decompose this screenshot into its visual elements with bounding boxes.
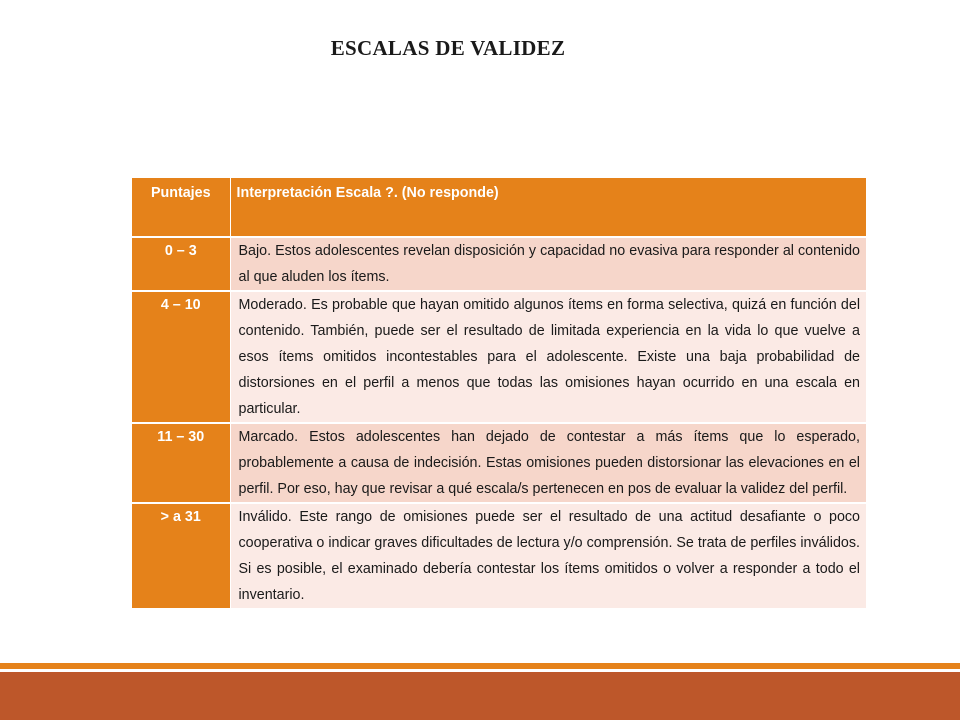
- table-row: [132, 503, 866, 608]
- score-range-cell: > a 31: [132, 503, 230, 608]
- interpretation-cell: Bajo. Estos adolescentes revelan disposición y capacidad no evasiva para responder al contenido al que aluden los ítems.: [230, 237, 866, 291]
- interpretation-cell: Moderado. Es probable que hayan omitido algunos ítems en forma selectiva, quizá en función del contenido. También, puede ser el resultado de limitada experiencia en la vida lo que vuelve a esos ítems omitidos incontestables para el adolescente. Existe una baja probabilidad de distorsiones en el perfil a menos que todas las omisiones hayan ocurrido en una escala en particular.: [230, 291, 866, 423]
- column-header-interpretation: Interpretación Escala ?. (No responde): [230, 178, 866, 237]
- interpretation-cell: Marcado. Estos adolescentes han dejado de contestar a más ítems que lo esperado, probablemente a causa de indecisión. Estas omisiones pueden distorsionar las elevaciones en el perfil. Por eso, hay que revisar a qué escala/s pertenecen en pos de evaluar la validez del perfil.: [230, 423, 866, 503]
- footer-band: [0, 672, 960, 720]
- column-header-score: Puntajes: [132, 178, 230, 237]
- interpretation-cell: Inválido. Este rango de omisiones puede ser el resultado de una actitud desafiante o poco cooperativa o indicar graves dificultades de lectura y/o comprensión. Se trata de perfiles inválidos. Si es posible, el examinado debería contestar los ítems omitidos o volver a responder a todo el inventario.: [230, 503, 866, 608]
- footer-accent-line: [0, 663, 960, 669]
- score-range-cell: 4 – 10: [132, 291, 230, 423]
- table-header-row: [132, 178, 866, 237]
- validity-scales-table: [132, 178, 866, 608]
- table-row: [132, 237, 866, 291]
- table-row: [132, 291, 866, 423]
- table-row: [132, 423, 866, 503]
- score-range-cell: 11 – 30: [132, 423, 230, 503]
- slide-title: ESCALAS DE VALIDEZ: [330, 36, 566, 60]
- score-range-cell: 0 – 3: [132, 237, 230, 291]
